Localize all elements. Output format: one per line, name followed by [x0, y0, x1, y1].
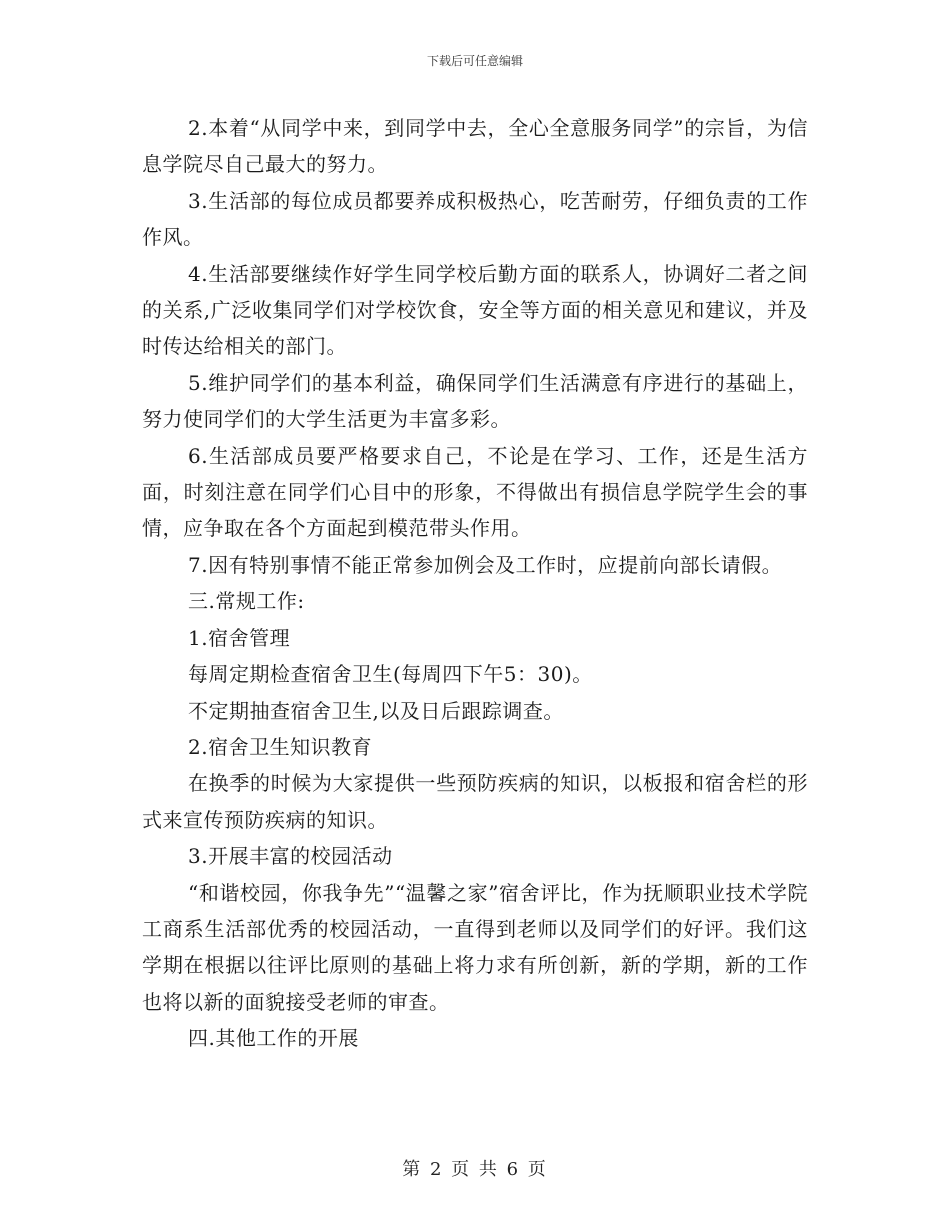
- page-number-footer: 第 2 页 共 6 页: [402, 1159, 548, 1180]
- section-heading-routine-work: 三.常规工作:: [188, 589, 305, 614]
- page-header: 下载后可任意编辑: [426, 54, 523, 68]
- paragraph-weekly-check: 每周定期检查宿舍卫生(每周四下午5：30)。: [188, 662, 593, 687]
- paragraph-item-5: 5.维护同学们的基本利益，确保同学们生活满意有序进行的基础上，努力使同学们的大学生活更为丰富多彩。: [142, 370, 808, 432]
- paragraph-item-7: 7.因有特别事情不能正常参加例会及工作时，应提前向部长请假。: [188, 552, 783, 577]
- section-heading-other-work: 四.其他工作的开展: [188, 1026, 359, 1051]
- paragraph-item-4: 4.生活部要继续作好学生同学校后勤方面的联系人，协调好二者之间的关系,广泛收集同学们对学校饮食，安全等方面的相关意见和建议，并及时传达给相关的部门。: [142, 261, 808, 359]
- subheading-hygiene-education: 2.宿舍卫生知识教育: [188, 734, 373, 759]
- document-body: [142, 110, 808, 1057]
- subheading-campus-activities: 3.开展丰富的校园活动: [188, 844, 393, 869]
- paragraph-dorm-contest: “和谐校园，你我争先”“温馨之家”宿舍评比，作为抚顺职业技术学院工商系生活部优秀的校园活动，一直得到老师以及同学们的好评。我们这学期在根据以往评比原则的基础上将力求有所创新，新的学期，新的工作也将以新的面貌接受老师的审查。: [142, 880, 808, 1014]
- paragraph-item-2: 2.本着“从同学中来，到同学中去，全心全意服务同学”的宗旨，为信息学院尽自己最大的努力。: [142, 116, 808, 177]
- subheading-dorm-management: 1.宿舍管理: [188, 625, 291, 650]
- paragraph-season-knowledge: 在换季的时候为大家提供一些预防疾病的知识，以板报和宿舍栏的形式来宣传预防疾病的知识。: [142, 771, 808, 832]
- paragraph-random-check: 不定期抽查宿舍卫生,以及日后跟踪调查。: [188, 698, 564, 723]
- paragraph-item-3: 3.生活部的每位成员都要养成积极热心，吃苦耐劳，仔细负责的工作作风。: [142, 188, 808, 250]
- paragraph-item-6: 6.生活部成员要严格要求自己，不论是在学习、工作，还是生活方面，时刻注意在同学们心目中的形象，不得做出有损信息学院学生会的事情，应争取在各个方面起到模范带头作用。: [142, 443, 808, 541]
